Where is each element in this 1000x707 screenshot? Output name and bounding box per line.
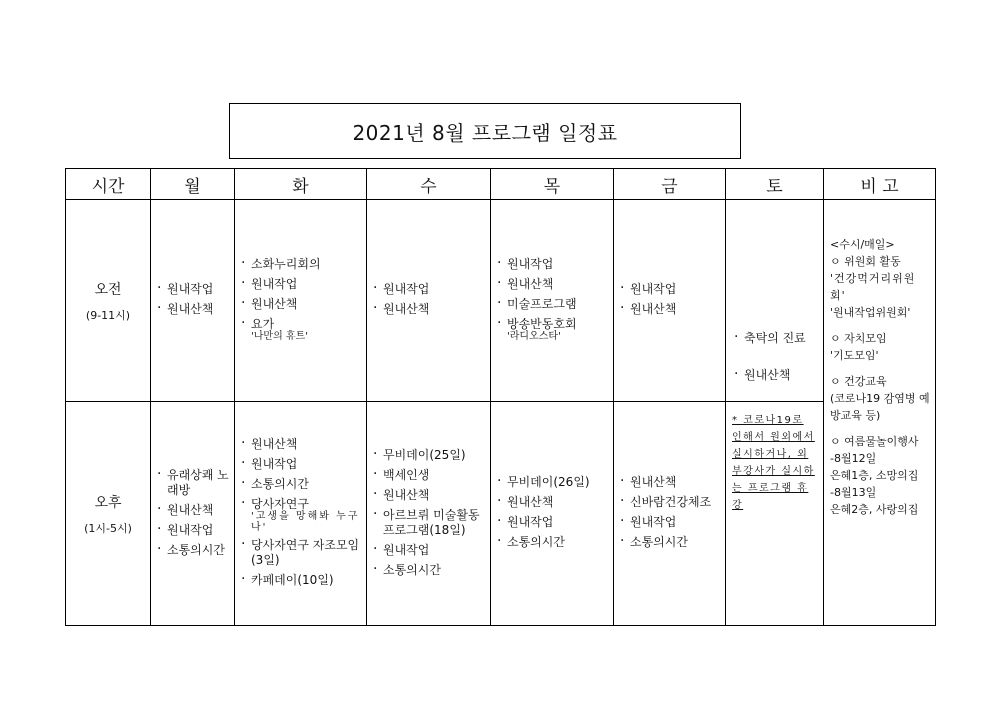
item-note: '나만의 휴트' bbox=[251, 331, 308, 342]
remarks-line: ㅇ 건강교육 bbox=[830, 375, 887, 388]
header-mon: 월 bbox=[151, 169, 235, 200]
list-item: · 소통의시간 bbox=[241, 477, 366, 492]
list-item: · 카페데이(10일) bbox=[241, 573, 366, 588]
am-row bbox=[66, 200, 936, 402]
remarks-line: '원내작업위원회' bbox=[830, 306, 911, 319]
am-fri-cell bbox=[614, 200, 726, 402]
remarks-line: 은혜2층, 사랑의집 bbox=[830, 503, 919, 516]
list-item bbox=[241, 317, 366, 342]
list-item bbox=[497, 317, 613, 342]
header-time: 시간 bbox=[66, 169, 151, 200]
list-item: · 원내작업 bbox=[157, 523, 234, 538]
list-item: · 원내작업 bbox=[373, 543, 490, 558]
list-item bbox=[241, 497, 366, 533]
pm-row bbox=[66, 402, 936, 626]
list-item: · 원내작업 bbox=[241, 457, 366, 472]
am-tue-cell bbox=[235, 200, 367, 402]
remarks-line: -8월13일 bbox=[830, 486, 877, 499]
list-item: · 소통의시간 bbox=[157, 543, 234, 558]
list-item: · 원내작업 bbox=[497, 257, 613, 272]
list-item: · 아르브뤼 미술활동프로그램(18일) bbox=[373, 508, 490, 538]
list-item: · 무비데이(25일) bbox=[373, 448, 490, 463]
pm-label: 오후 bbox=[94, 494, 122, 511]
header-sat: 토 bbox=[726, 169, 824, 200]
list-item: · 원내산책 bbox=[734, 368, 806, 383]
remarks-line: '건강먹거리위원회' bbox=[830, 272, 916, 302]
header-fri: 금 bbox=[614, 169, 726, 200]
pm-time-cell bbox=[66, 402, 151, 626]
list-item: · 소통의시간 bbox=[620, 535, 725, 550]
pm-wed-cell bbox=[367, 402, 491, 626]
list-item: · 원내산책 bbox=[241, 297, 366, 312]
remarks-line: ㅇ 여름물놀이행사 bbox=[830, 435, 919, 448]
pm-time: (1시-5시) bbox=[84, 521, 132, 535]
list-item: · 원내작업 bbox=[157, 282, 234, 297]
list-item: · 원내산책 bbox=[157, 503, 234, 518]
am-mon-cell bbox=[151, 200, 235, 402]
list-item: · 축탁의 진료 bbox=[734, 331, 806, 346]
pm-tue-cell bbox=[235, 402, 367, 626]
remarks-cell bbox=[824, 200, 936, 626]
pm-thu-cell bbox=[491, 402, 614, 626]
list-item: · 원내산책 bbox=[620, 302, 725, 317]
list-item: · 원내산책 bbox=[497, 495, 613, 510]
list-item: · 소통의시간 bbox=[497, 535, 613, 550]
remarks-line: '기도모임' bbox=[830, 349, 879, 362]
remarks-line: <수시/매일> bbox=[830, 238, 895, 251]
item-note: '라디오스타' bbox=[507, 331, 561, 342]
item-note: '고생을 망해봐 누구나' bbox=[251, 511, 360, 533]
remarks-line: (코로나19 감염병 예방교육 등) bbox=[830, 392, 930, 422]
header-wed: 수 bbox=[367, 169, 491, 200]
pm-fri-cell bbox=[614, 402, 726, 626]
header-tue: 화 bbox=[235, 169, 367, 200]
pm-mon-cell bbox=[151, 402, 235, 626]
item-label: 요가 bbox=[251, 317, 275, 331]
remarks-line: ㅇ 위원회 활동 bbox=[830, 255, 901, 268]
list-item: · 당사자연구 자조모임(3일) bbox=[241, 538, 366, 568]
list-item: · 원내작업 bbox=[620, 515, 725, 530]
list-item: · 소통의시간 bbox=[373, 563, 490, 578]
remarks-line: -8월12일 bbox=[830, 452, 877, 465]
am-time: (9-11시) bbox=[85, 308, 131, 322]
list-item: · 무비데이(26일) bbox=[497, 475, 613, 490]
list-item: · 원내작업 bbox=[373, 282, 490, 297]
pm-sat-cell bbox=[726, 402, 824, 626]
schedule-table bbox=[65, 168, 936, 626]
am-sat-cell bbox=[726, 200, 824, 402]
list-item: · 원내작업 bbox=[620, 282, 725, 297]
header-remarks: 비 고 bbox=[824, 169, 936, 200]
header-thu: 목 bbox=[491, 169, 614, 200]
list-item: · 소화누리회의 bbox=[241, 257, 366, 272]
am-wed-cell bbox=[367, 200, 491, 402]
list-item: · 백세인생 bbox=[373, 468, 490, 483]
list-item: · 신바람건강체조 bbox=[620, 495, 725, 510]
list-item: · 유래상쾌 노래방 bbox=[157, 468, 234, 498]
list-item: · 원내작업 bbox=[497, 515, 613, 530]
covid-notice: * 코로나19로 인해서 원외에서 실시하거나, 외부강사가 실시하는 프로그램 휴강 bbox=[732, 415, 815, 511]
list-item: · 원내산책 bbox=[157, 302, 234, 317]
list-item: · 원내산책 bbox=[620, 475, 725, 490]
list-item: · 원내산책 bbox=[497, 277, 613, 292]
remarks-line: 은혜1층, 소망의집 bbox=[830, 469, 919, 482]
am-time-cell bbox=[66, 200, 151, 402]
remarks-line: ㅇ 자치모임 bbox=[830, 332, 887, 345]
item-label: 당사자연구 bbox=[251, 497, 309, 511]
list-item: · 원내산책 bbox=[373, 488, 490, 503]
page-title: 2021년 8월 프로그램 일정표 bbox=[229, 103, 741, 159]
list-item: · 미술프로그램 bbox=[497, 297, 613, 312]
header-row bbox=[66, 169, 936, 200]
list-item: · 원내산책 bbox=[241, 437, 366, 452]
list-item: · 원내작업 bbox=[241, 277, 366, 292]
item-label: 방송반동호회 bbox=[507, 317, 577, 331]
list-item: · 원내산책 bbox=[373, 302, 490, 317]
am-label: 오전 bbox=[94, 281, 122, 298]
am-thu-cell bbox=[491, 200, 614, 402]
